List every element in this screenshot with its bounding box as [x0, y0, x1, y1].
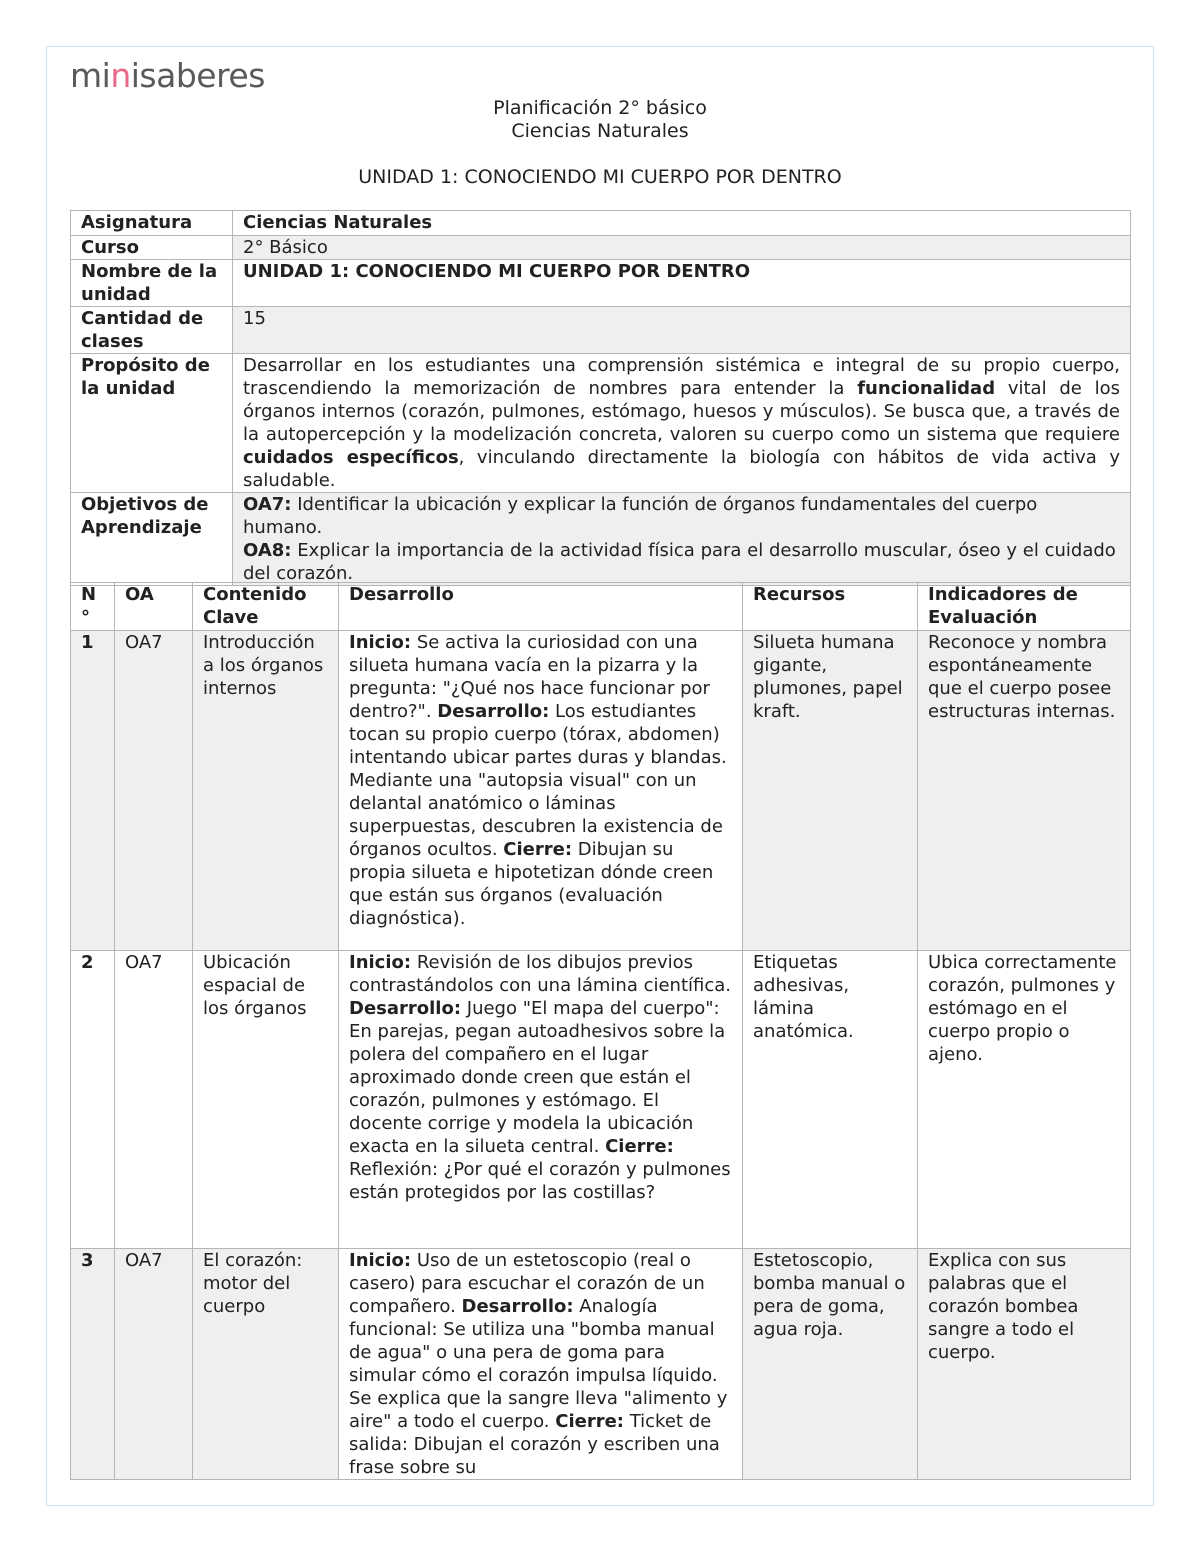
lesson-number: 2 — [71, 951, 115, 1249]
lesson-contenido: Introducción a los órganos internos — [193, 631, 339, 951]
objetivos-label: Objetivos de Aprendizaje — [71, 493, 233, 586]
header-recursos: Recursos — [743, 583, 918, 631]
proposito-label: Propósito de la unidad — [71, 354, 233, 493]
cantidad-clases-label: Cantidad de clases — [71, 307, 233, 354]
lesson-desarrollo: Inicio: Uso de un estetoscopio (real o casero) para escuchar el corazón de un compañero. Desarrollo: Analogía funcional: Se utiliza una "bomba manual de agua" o una pera de goma para simular cómo el corazón impulsa líquido. Se explica que la sangre lleva "alimento y aire" a todo el cuerpo. Cierre: Ticket de salida: Dibujan el corazón y escriben una frase sobre su — [339, 1249, 743, 1480]
cantidad-clases-value: 15 — [233, 307, 1131, 354]
lesson-contenido: Ubicación espacial de los órganos — [193, 951, 339, 1249]
curso-value: 2° Básico — [233, 236, 1131, 260]
lesson-recursos: Silueta humana gigante, plumones, papel kraft. — [743, 631, 918, 951]
header-indicadores: Indicadores de Evaluación — [918, 583, 1131, 631]
table-row — [71, 631, 1131, 951]
table-row — [71, 1249, 1131, 1480]
nombre-unidad-label: Nombre de la unidad — [71, 260, 233, 307]
header-contenido: Contenido Clave — [193, 583, 339, 631]
proposito-value: Desarrollar en los estudiantes una comprensión sistémica e integral de su propio cuerpo, trascendiendo la memorización de nombres para entender la funcionalidad vital de los órganos internos (corazón, pulmones, estómago, huesos y músculos). Se busca que, a través de la autopercepción y la modelización concreta, valoren su cuerpo como un sistema que requiere cuidados específicos, vinculando directamente la biología con hábitos de vida activa y saludable. — [233, 354, 1131, 493]
lesson-indicadores: Explica con sus palabras que el corazón bombea sangre a todo el cuerpo. — [918, 1249, 1131, 1480]
objetivo-oa8: OA8: Explicar la importancia de la actividad física para el desarrollo muscular, óseo y el cuidado del corazón. — [243, 540, 1116, 584]
lesson-contenido: El corazón: motor del cuerpo — [193, 1249, 339, 1480]
lesson-desarrollo: Inicio: Revisión de los dibujos previos contrastándolos con una lámina científica. Desarrollo: Juego "El mapa del cuerpo": En parejas, pegan autoadhesivos sobre la polera del compañero en el lugar aproximado donde creen que están el corazón, pulmones y estómago. El docente corrige y modela la ubicación exacta en la silueta central. Cierre: Reflexión: ¿Por qué el corazón y pulmones están protegidos por las costillas? — [339, 951, 743, 1249]
curso-label: Curso — [71, 236, 233, 260]
header-desarrollo: Desarrollo — [339, 583, 743, 631]
objetivo-oa7: OA7: Identificar la ubicación y explicar la función de órganos fundamentales del cuerpo humano. — [243, 494, 1038, 538]
lesson-recursos: Estetoscopio, bomba manual o pera de goma, agua roja. — [743, 1249, 918, 1480]
unit-heading: UNIDAD 1: CONOCIENDO MI CUERPO POR DENTRO — [358, 166, 842, 188]
unit-info-table — [70, 210, 1131, 586]
lesson-indicadores: Reconoce y nombra espontáneamente que el cuerpo posee estructuras internas. — [918, 631, 1131, 951]
table-row — [71, 951, 1131, 1249]
lesson-number: 1 — [71, 631, 115, 951]
lesson-oa: OA7 — [115, 951, 193, 1249]
asignatura-value: Ciencias Naturales — [233, 211, 1131, 236]
header-num: N ° — [71, 583, 115, 631]
nombre-unidad-value: UNIDAD 1: CONOCIENDO MI CUERPO POR DENTRO — [233, 260, 1131, 307]
lesson-oa: OA7 — [115, 631, 193, 951]
lesson-desarrollo: Inicio: Se activa la curiosidad con una silueta humana vacía en la pizarra y la pregunta: "¿Qué nos hace funcionar por dentro?". Desarrollo: Los estudiantes tocan su propio cuerpo (tórax, abdomen) intentando ubicar partes duras y blandas. Mediante una "autopsia visual" con un delantal anatómico o láminas superpuestas, descubren la existencia de órganos ocultos. Cierre: Dibujan su propia silueta e hipotetizan dónde creen que están sus órganos (evaluación diagnóstica). — [339, 631, 743, 951]
document-subject: Ciencias Naturales — [511, 120, 689, 142]
header-oa: OA — [115, 583, 193, 631]
lessons-table — [70, 582, 1131, 1480]
document-title: Planificación 2° básico — [493, 97, 707, 119]
brand-logo: minisaberes — [70, 56, 265, 95]
lesson-recursos: Etiquetas adhesivas, lámina anatómica. — [743, 951, 918, 1249]
lesson-number: 3 — [71, 1249, 115, 1480]
asignatura-label: Asignatura — [71, 211, 233, 236]
objetivos-value — [233, 493, 1131, 586]
lessons-header-row — [71, 583, 1131, 631]
lesson-oa: OA7 — [115, 1249, 193, 1480]
lesson-indicadores: Ubica correctamente corazón, pulmones y estómago en el cuerpo propio o ajeno. — [918, 951, 1131, 1249]
